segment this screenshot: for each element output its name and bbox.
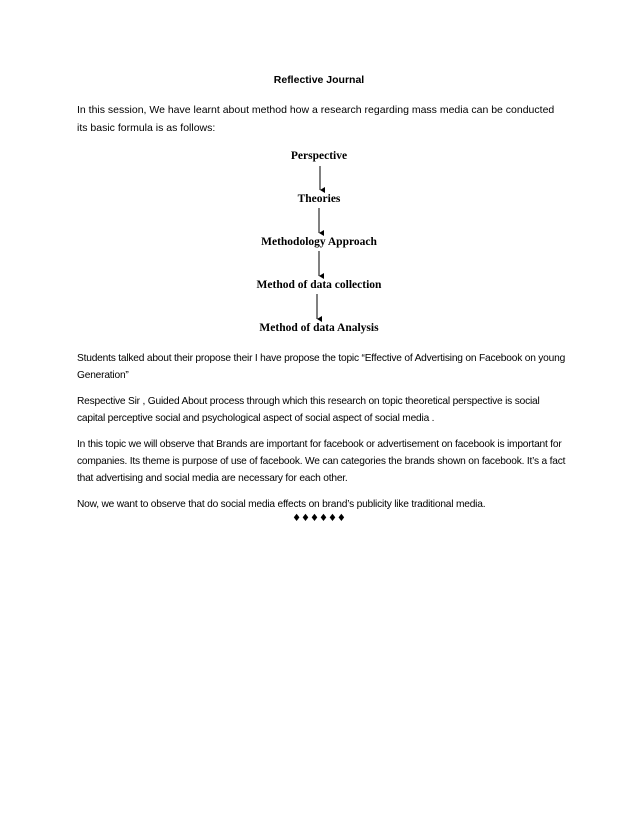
paragraph-topic: Students talked about their propose their I have propose the topic “Effective of Advertising on Facebook on young Generation” bbox=[77, 353, 566, 381]
paragraph-conclusion: Now, we want to observe that do social media effects on brand’s publicity like traditional media. bbox=[77, 499, 486, 510]
diamond-ornament: ♦♦♦♦♦♦ bbox=[292, 513, 346, 524]
flow-step-theories: Theories bbox=[297, 193, 341, 205]
flow-step-data-collection: Method of data collection bbox=[256, 279, 382, 291]
intro-paragraph: In this session, We have learnt about method how a research regarding mass media can be conducted its basic formula is as follows: bbox=[77, 104, 555, 134]
flow-step-data-analysis: Method of data Analysis bbox=[259, 322, 379, 334]
paragraph-observation: In this topic we will observe that Brands are important for facebook or advertisement on facebook is important for companies. Its theme is purpose of use of facebook. We can categories the brands shown on facebook. It’s a fact that advertising and social media are necessary for each other. bbox=[77, 439, 566, 484]
flow-step-methodology: Methodology Approach bbox=[261, 236, 377, 248]
document-title: Reflective Journal bbox=[273, 74, 365, 86]
paragraph-guidance: Respective Sir , Guided About process through which this research on topic theoretical perspective is social capital perceptive social and psychological aspect of social aspect of social media . bbox=[77, 396, 540, 424]
flow-step-perspective: Perspective bbox=[290, 150, 348, 162]
